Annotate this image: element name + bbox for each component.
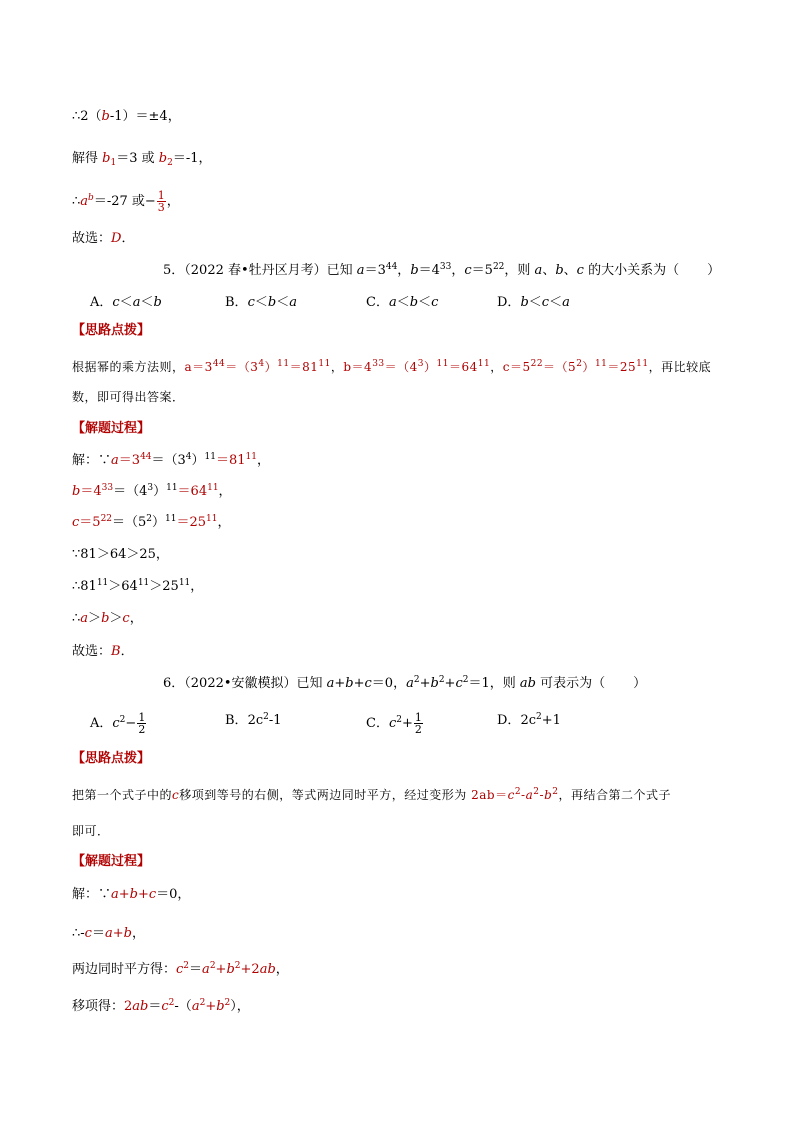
q5-sol-line-7: [72, 643, 134, 661]
q6-option-a[interactable]: [90, 712, 147, 735]
superscript: 2: [183, 961, 190, 971]
var-a: a: [525, 788, 534, 802]
expr: a+b+c: [326, 676, 372, 691]
var-b: b: [555, 263, 564, 278]
var-b: b: [72, 484, 81, 499]
var-a: a: [202, 962, 210, 977]
text: ＝5: [471, 263, 493, 278]
var: b: [409, 295, 419, 310]
text: ，: [275, 962, 289, 977]
text: ∴2（: [72, 109, 102, 124]
var-a: a: [80, 194, 89, 209]
numerator: 1: [414, 711, 422, 724]
var-b2: b: [158, 151, 168, 166]
text: 解：∵: [72, 453, 112, 468]
var: a: [289, 295, 297, 310]
q5-option-b[interactable]: [225, 294, 297, 312]
var-b: b: [226, 962, 235, 977]
superscript: 2: [438, 675, 445, 685]
var: a: [562, 295, 570, 310]
var: a: [132, 295, 141, 310]
expr: 2ab: [471, 788, 496, 802]
expr: a＝3: [184, 360, 213, 374]
superscript: 2: [234, 961, 241, 971]
var: b: [267, 295, 277, 310]
text: -（: [174, 999, 192, 1014]
op: ＜: [254, 295, 268, 310]
prev-line-2: [72, 150, 211, 168]
text: 把第一个式子中的: [72, 788, 173, 802]
expr: ）: [152, 515, 166, 530]
superscript: 2: [209, 961, 216, 971]
text: 6．（2022•安徽模拟）已知: [163, 676, 327, 691]
text: 的大小关系为（: [583, 263, 680, 278]
expr: ＝4: [80, 484, 102, 499]
superscript: 11: [137, 578, 150, 588]
text: ，: [131, 926, 145, 941]
fraction-one-half: [137, 712, 146, 735]
denominator: 3: [157, 201, 165, 214]
superscript: 2: [168, 998, 175, 1008]
expr: ∴81: [72, 579, 97, 594]
text: ＝3 或: [116, 151, 159, 166]
fraction-one-half: [414, 712, 423, 735]
expr: 2: [124, 999, 133, 1014]
var-c: c: [72, 515, 80, 530]
superscript: 2: [224, 998, 231, 1008]
numerator: 1: [138, 711, 146, 724]
expr: ＝64: [448, 360, 478, 374]
var: c: [112, 295, 120, 310]
var: c: [247, 295, 255, 310]
superscript: 2: [146, 514, 153, 524]
text: ＝4: [418, 263, 440, 278]
option-label: B．: [225, 295, 248, 310]
op: -: [521, 788, 526, 802]
op: ＝: [189, 962, 203, 977]
text: ，: [217, 515, 231, 530]
text: 根据幂的乘方法则，: [72, 360, 185, 374]
superscript: 2: [119, 715, 126, 725]
superscript: 3: [417, 359, 425, 369]
q5-option-c[interactable]: [366, 294, 438, 312]
superscript: 11: [594, 359, 608, 369]
var-a: a: [111, 453, 119, 468]
expr: a+b+c: [111, 887, 157, 902]
expr: a+b: [104, 926, 132, 941]
var: a: [388, 295, 397, 310]
text: 可表示为（: [535, 676, 606, 691]
superscript: 22: [100, 514, 113, 524]
option-label: D．: [497, 295, 521, 310]
q6-hint-line-2: 即可．: [72, 824, 110, 838]
text: ∴: [72, 194, 81, 209]
q5-title: [163, 262, 720, 280]
expr: ＝25: [176, 515, 207, 530]
expr: -1: [268, 713, 282, 728]
superscript: 4: [258, 359, 265, 369]
text: ，: [190, 579, 204, 594]
superscript: 11: [166, 483, 178, 493]
text: ∴-: [72, 926, 85, 941]
op: ＜: [140, 295, 154, 310]
op: +: [215, 962, 227, 977]
text: 、: [563, 263, 577, 278]
superscript: 4: [185, 452, 192, 462]
text: 两边同时平方得：: [72, 962, 177, 977]
op: +: [401, 716, 413, 731]
text: ．: [120, 644, 134, 659]
op: −: [125, 716, 137, 731]
text: ＝3: [364, 263, 386, 278]
superscript: 33: [372, 359, 385, 369]
var-a: a: [356, 263, 365, 278]
q6-option-c[interactable]: [366, 712, 424, 735]
q5-sol-line-3: [72, 514, 231, 532]
var-b: b: [430, 676, 439, 691]
text: ∴: [72, 611, 81, 626]
subscript: 2: [167, 158, 173, 168]
superscript: 33: [439, 262, 452, 272]
superscript: 2: [199, 998, 206, 1008]
text: -1）＝±4，: [109, 109, 181, 124]
q6-option-b[interactable]: [225, 712, 282, 730]
var-a: a: [406, 676, 414, 691]
var: b: [520, 295, 529, 310]
expr: 2c: [520, 713, 536, 728]
expr: ＝3: [118, 453, 141, 468]
superscript: 2: [536, 712, 542, 722]
denominator: 2: [138, 723, 146, 736]
text: ，再比较底: [648, 360, 712, 374]
expr: ＝81: [216, 453, 246, 468]
expr: ＝（3: [151, 453, 186, 468]
expr: ab: [519, 676, 536, 691]
answer-letter: B: [111, 644, 121, 659]
var-b: b: [101, 109, 110, 124]
expr: ＝（4: [384, 360, 418, 374]
text: ）: [707, 263, 721, 278]
text: ，: [257, 453, 271, 468]
var-c: c: [161, 999, 169, 1014]
text: ，: [129, 611, 143, 626]
superscript: 11: [207, 483, 219, 493]
text: ，: [490, 360, 503, 374]
superscript: 44: [140, 452, 152, 462]
op: ＝: [148, 999, 162, 1014]
q6-sol-line-3: [72, 961, 289, 979]
var: b: [153, 295, 162, 310]
q5-sol-line-5: [72, 578, 203, 596]
q6-sol-line-4: [72, 998, 250, 1016]
text: ，: [166, 194, 180, 209]
expr: ＝5: [79, 515, 101, 530]
q5-hint-line-1: [72, 358, 711, 376]
expr: ）: [582, 360, 595, 374]
q5-sol-line-4: ∵81＞64＞25，: [72, 547, 169, 562]
superscript: 44: [212, 359, 226, 369]
expr: +1: [541, 713, 561, 728]
op: ＞: [88, 611, 102, 626]
var: c: [431, 295, 439, 310]
expr: ＝25: [607, 360, 637, 374]
superscript: 11: [477, 359, 491, 369]
text: 故选：: [72, 231, 112, 246]
option-label: B．: [225, 713, 248, 728]
fraction-one-third: [157, 190, 166, 213]
superscript: 11: [178, 578, 191, 588]
text: 故选：: [72, 644, 112, 659]
superscript: 22: [530, 359, 544, 369]
superscript: 3: [147, 483, 154, 493]
var-b: b: [216, 999, 225, 1014]
q6-title: [163, 675, 646, 693]
var: c: [541, 295, 550, 310]
text: ．: [121, 231, 135, 246]
text: ＝-27 或−: [93, 194, 156, 209]
op: +: [419, 676, 431, 691]
expr: b＝4: [343, 360, 373, 374]
text: 、: [542, 263, 556, 278]
answer-letter: D: [111, 231, 122, 246]
var-c: c: [122, 611, 130, 626]
superscript: 2: [462, 675, 469, 685]
text: ＝0，: [156, 887, 191, 902]
superscript: 11: [96, 578, 109, 588]
var-b1: b: [102, 151, 111, 166]
superscript: 11: [277, 359, 290, 369]
text: ）: [633, 676, 647, 691]
superscript: 11: [245, 452, 257, 462]
var-b: b: [544, 788, 553, 802]
var-c: c: [576, 263, 584, 278]
superscript: b: [88, 193, 94, 203]
superscript: 22: [492, 262, 505, 272]
var-a: a: [191, 999, 200, 1014]
var-c: c: [112, 716, 120, 731]
expr: ＞25: [149, 579, 179, 594]
option-label: C．: [366, 716, 389, 731]
var-c: c: [464, 263, 472, 278]
q5-option-d[interactable]: [497, 294, 570, 312]
expr: ＝（5: [543, 360, 577, 374]
prev-line-4: [72, 230, 134, 248]
superscript: 33: [101, 483, 114, 493]
q5-solution-heading: 【解题过程】: [72, 421, 151, 436]
option-label: D．: [497, 713, 521, 728]
op: +: [444, 676, 456, 691]
q5-sol-line-2: [72, 483, 232, 501]
expr: ab: [259, 962, 276, 977]
expr: 2c: [247, 713, 264, 728]
q6-hint-heading: 【思路点拨】: [72, 751, 151, 766]
option-label: C．: [366, 295, 389, 310]
superscript: 2: [552, 787, 559, 797]
superscript: 11: [436, 359, 449, 369]
op: ＜: [119, 295, 133, 310]
q5-hint-heading: 【思路点拨】: [72, 323, 151, 338]
text: 5．（2022 春•牡丹区月考）已知: [163, 263, 357, 278]
op: ＝: [91, 926, 105, 941]
text: ＝1，则: [468, 676, 520, 691]
superscript: 2: [396, 715, 402, 725]
superscript: 11: [204, 452, 216, 462]
expr: ＞64: [108, 579, 138, 594]
superscript: 11: [206, 514, 218, 524]
text: 解：∵: [72, 887, 112, 902]
expr: +2: [240, 962, 260, 977]
option-label: A．: [90, 716, 113, 731]
denominator: 2: [414, 723, 422, 736]
var-a: a: [534, 263, 543, 278]
q6-sol-line-2: [72, 925, 145, 943]
superscript: 2: [263, 712, 269, 722]
q5-sol-line-1: [72, 452, 270, 470]
expr: ＝64: [177, 484, 208, 499]
op: +: [205, 999, 217, 1014]
expr: ）: [264, 360, 278, 374]
var-c: c: [455, 676, 463, 691]
op: -: [539, 788, 545, 802]
expr: ＝（3: [225, 360, 259, 374]
superscript: 11: [165, 514, 177, 524]
expr: ＝（4: [113, 484, 148, 499]
op: ＜: [396, 295, 410, 310]
option-label: A．: [90, 295, 113, 310]
text: ，: [330, 360, 344, 374]
numerator: 1: [157, 189, 165, 202]
text: 移项到等号的右侧，等式两边同时平方，经过变形为: [179, 788, 472, 802]
prev-line-3: [72, 190, 180, 213]
superscript: 2: [533, 787, 540, 797]
subscript: 1: [110, 158, 117, 168]
op: ＜: [276, 295, 290, 310]
var-c: c: [84, 926, 92, 941]
q6-hint-line-1: [72, 786, 671, 804]
prev-line-1: [72, 108, 181, 126]
superscript: 2: [514, 787, 522, 797]
q5-option-a[interactable]: [90, 294, 162, 312]
op: ＜: [418, 295, 432, 310]
text: ＝-1，: [172, 151, 212, 166]
expr: ）: [191, 453, 205, 468]
q6-option-d[interactable]: [497, 712, 561, 730]
expr: ＝（5: [112, 515, 147, 530]
text: ），: [230, 999, 250, 1014]
expr: ab: [132, 999, 149, 1014]
var-b: b: [410, 263, 419, 278]
op: ＜: [528, 295, 542, 310]
var-c: c: [507, 788, 515, 802]
var-c: c: [176, 962, 184, 977]
superscript: 2: [413, 675, 420, 685]
text: ，: [451, 263, 465, 278]
expr: c＝5: [502, 360, 531, 374]
superscript: 2: [576, 359, 583, 369]
text: ，: [218, 484, 232, 499]
text: ＝0，: [371, 676, 407, 691]
text: 解得: [72, 151, 103, 166]
op: ＜: [549, 295, 563, 310]
var-c: c: [388, 716, 397, 731]
var-a: a: [80, 611, 89, 626]
q6-sol-line-1: [72, 886, 190, 904]
text: ，则: [504, 263, 535, 278]
text: ，再结合第二个式子: [558, 788, 671, 802]
superscript: 44: [385, 262, 398, 272]
text: 移项得：: [72, 999, 125, 1014]
var-b: b: [101, 611, 110, 626]
op: ＝: [495, 788, 508, 802]
expr: ）: [424, 360, 437, 374]
q6-solution-heading: 【解题过程】: [72, 854, 151, 869]
op: ＞: [109, 611, 123, 626]
var-c: c: [172, 788, 180, 802]
q5-hint-line-2: 数，即可得出答案．: [72, 390, 185, 404]
text: ，: [397, 263, 411, 278]
superscript: 11: [636, 359, 649, 369]
superscript: 11: [318, 359, 331, 369]
q5-sol-line-6: [72, 610, 143, 628]
expr: ）: [153, 484, 167, 499]
expr: ＝81: [289, 360, 319, 374]
